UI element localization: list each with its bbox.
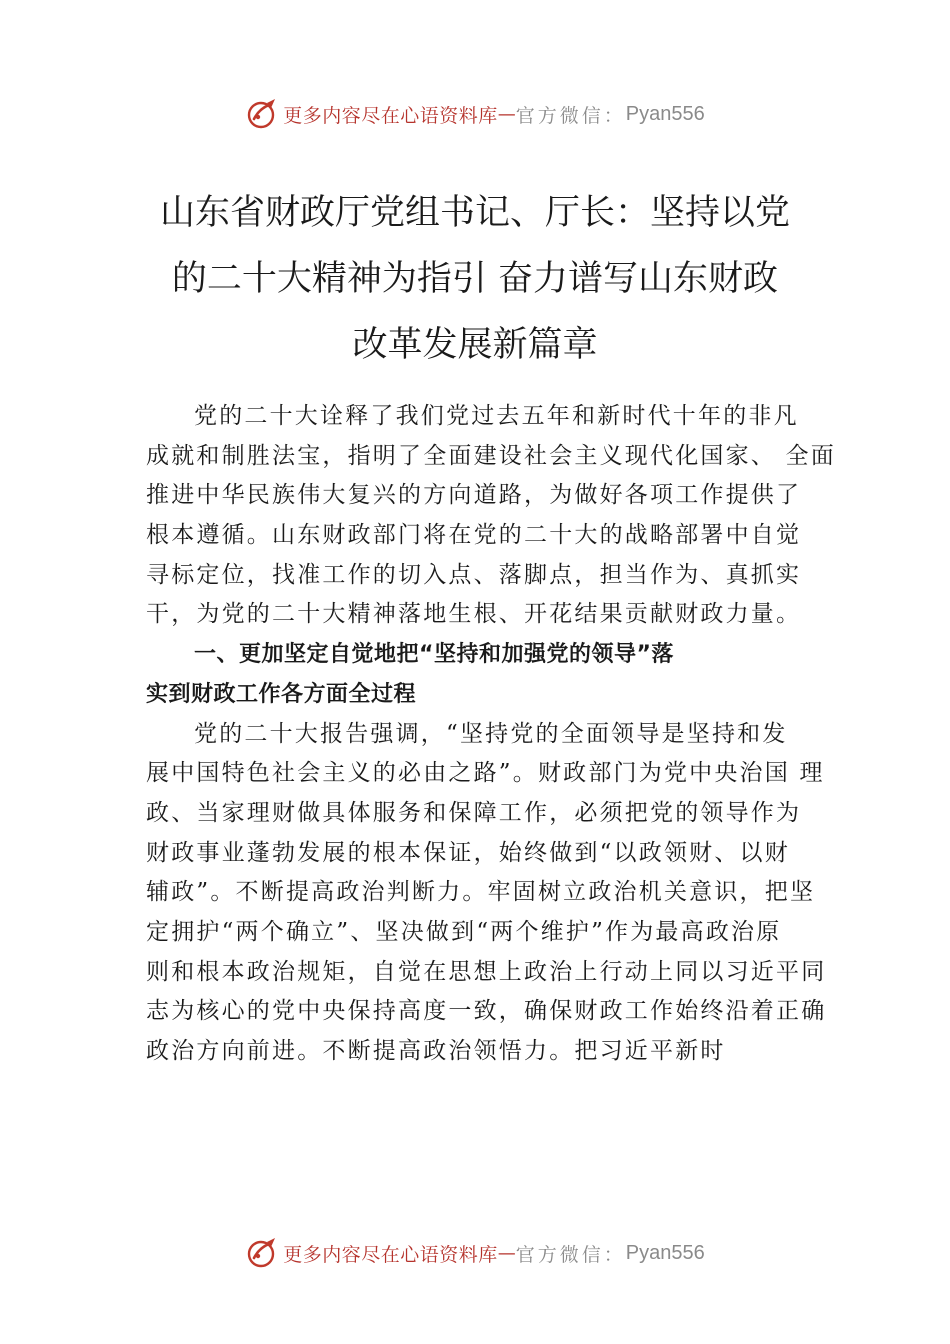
watermark-wechat-id: Pyan556 (625, 1241, 705, 1264)
paragraph-line: 志为核心的党中央保持高度一致，确保财政工作始终沿着正确 (146, 998, 827, 1025)
paragraph-line: 干，为党的二十大精神落地生根、开花结果贡献财政力量。 (146, 601, 802, 628)
watermark-wechat-id: Pyan556 (625, 102, 705, 125)
watermark-brand: 更多内容尽在心语资料库 (283, 104, 498, 127)
brush-logo-icon (245, 97, 279, 131)
paragraph-line: 党的二十大报告强调，“坚持党的全面领导是坚持和发 (194, 720, 788, 747)
paragraph-line: 根本遵循。山东财政部门将在党的二十大的战略部署中自觉 (146, 522, 802, 549)
paragraph-line: 党的二十大诠释了我们党过去五年和新时代十年的非凡 (194, 403, 799, 429)
paragraph-line: 政、当家理财做具体服务和保障工作，必须把党的领导作为 (146, 799, 802, 826)
watermark-label: 官方微信： (515, 104, 626, 127)
document-body (146, 397, 836, 1072)
paragraph-line: 成就和制胜法宝，指明了全面建设社会主义现代化国家、 全面 (146, 442, 836, 469)
watermark-dash: — (497, 1242, 516, 1264)
paragraph-line: 政治方向前进。不断提高政治领悟力。把习近平新时 (146, 1038, 726, 1064)
paragraph-line: 辅政”。不断提高政治判断力。牢固树立政治机关意识，把坚 (146, 879, 816, 906)
paragraph-line: 财政事业蓬勃发展的根本保证，始终做到“以政领财、以财 (146, 839, 790, 866)
paragraph-line: 展中国特色社会主义的必由之路”。财政部门为党中央治国 理 (146, 760, 825, 787)
section-heading-line: 一、更加坚定自觉地把“坚持和加强党的领导”落 (194, 642, 674, 668)
brush-logo-icon (245, 1236, 279, 1270)
watermark-dash: — (497, 103, 516, 125)
document-title (100, 180, 850, 378)
paragraph-line: 则和根本政治规矩，自觉在思想上政治上行动上同以习近平同 (146, 958, 827, 985)
watermark-brand: 更多内容尽在心语资料库 (283, 1243, 498, 1266)
section-heading-line: 实到财政工作各方面全过程 (146, 681, 417, 707)
header-watermark (0, 94, 950, 134)
title-line: 的二十大精神为指引 奋力谱写山东财政 (171, 259, 779, 299)
title-line: 山东省财政厅党组书记、厅长：坚持以党 (159, 193, 790, 233)
paragraph-line: 推进中华民族伟大复兴的方向道路，为做好各项工作提供了 (146, 482, 802, 509)
footer-watermark (0, 1233, 950, 1273)
paragraph-line: 寻标定位，找准工作的切入点、落脚点，担当作为、真抓实 (146, 561, 802, 588)
title-line: 改革发展新篇章 (352, 325, 598, 365)
watermark-label: 官方微信： (515, 1243, 626, 1266)
paragraph-line: 定拥护“两个确立”、坚决做到“两个维护”作为最高政治原 (146, 918, 782, 945)
